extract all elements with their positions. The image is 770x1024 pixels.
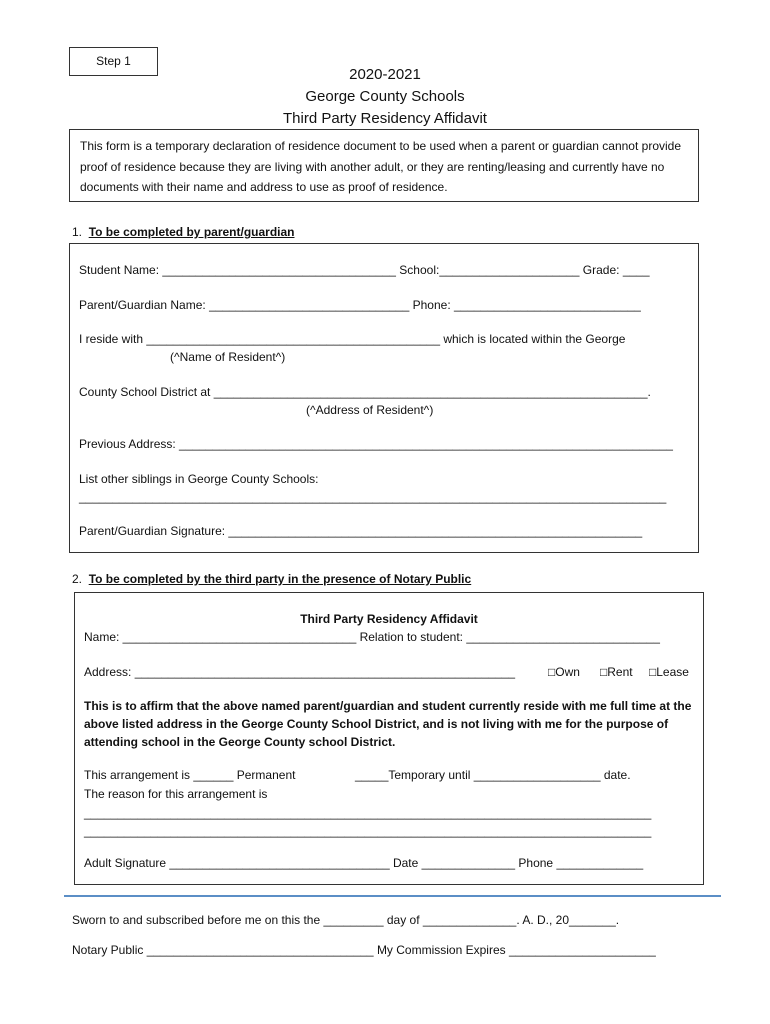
affidavit-box-title: Third Party Residency Affidavit: [300, 612, 478, 626]
reason-label: The reason for this arrangement is: [84, 787, 268, 801]
adult-signature-line[interactable]: Adult Signature _________________________________ Date ______________ Phone _____________: [84, 856, 644, 870]
section1-number: 1.: [72, 225, 83, 239]
third-party-name-line[interactable]: Name: ___________________________________ Relation to student: _____________________________: [84, 630, 660, 644]
third-party-address-line[interactable]: Address: _________________________________________________________: [84, 665, 516, 679]
student-line[interactable]: Student Name: ___________________________________ School:_____________________ Grade: ____: [79, 263, 650, 277]
resident-name-caption: (^Name of Resident^): [170, 350, 286, 364]
notary-line[interactable]: Notary Public __________________________________ My Commission Expires ______________________: [72, 943, 656, 957]
section2-number: 2.: [72, 572, 83, 586]
siblings-line: List other siblings in George County Schools:: [79, 472, 319, 486]
resident-address-caption: (^Address of Resident^): [306, 403, 434, 417]
affirmation-statement: This is to affirm that the above named parent/guardian and student currently reside with me full time at the above listed address in the George County School District, and is not living with me for the purpose of attending school in the George County school District.: [84, 699, 692, 749]
section1-title: To be completed by parent/guardian: [88, 225, 295, 239]
own-checkbox[interactable]: □Own: [548, 665, 580, 679]
section1-heading: [72, 225, 295, 239]
county-line[interactable]: County School District at _________________________________________________________________.: [79, 385, 651, 399]
form-year: 2020-2021: [349, 66, 421, 83]
reside-line[interactable]: I reside with ____________________________________________ which is located within the George: [79, 332, 626, 346]
previous-address-line[interactable]: Previous Address: __________________________________________________________________________: [79, 437, 673, 451]
reason-blank-1[interactable]: _____________________________________________________________________________________: [84, 806, 652, 820]
siblings-blank[interactable]: ________________________________________________________________________________________: [79, 490, 667, 504]
temporary-line[interactable]: _____Temporary until ___________________ date.: [355, 768, 631, 782]
intro-text: This form is a temporary declaration of residence document to be used when a parent or guardian cannot provide proof of residence because they are living with another adult, or they are renting/leasing and currently have no documents with their name and address to use as proof of residence.: [69, 129, 699, 202]
section2-heading: [72, 572, 471, 586]
form-title: Third Party Residency Affidavit: [283, 110, 487, 127]
district-name: George County Schools: [305, 88, 465, 105]
reason-blank-2[interactable]: _____________________________________________________________________________________: [84, 824, 652, 838]
section2-title: To be completed by the third party in the presence of Notary Public: [88, 572, 472, 586]
lease-checkbox[interactable]: □Lease: [649, 665, 689, 679]
divider-line: [64, 895, 721, 897]
parent-signature-line[interactable]: Parent/Guardian Signature: ______________________________________________________________: [79, 524, 643, 538]
parent-line[interactable]: Parent/Guardian Name: ______________________________ Phone: ____________________________: [79, 298, 641, 312]
permanent-line[interactable]: This arrangement is ______ Permanent: [84, 768, 296, 782]
rent-checkbox[interactable]: □Rent: [600, 665, 633, 679]
step-label: Step 1: [69, 47, 158, 76]
sworn-line[interactable]: Sworn to and subscribed before me on this the _________ day of ______________. A. D., 20_______.: [72, 913, 620, 927]
